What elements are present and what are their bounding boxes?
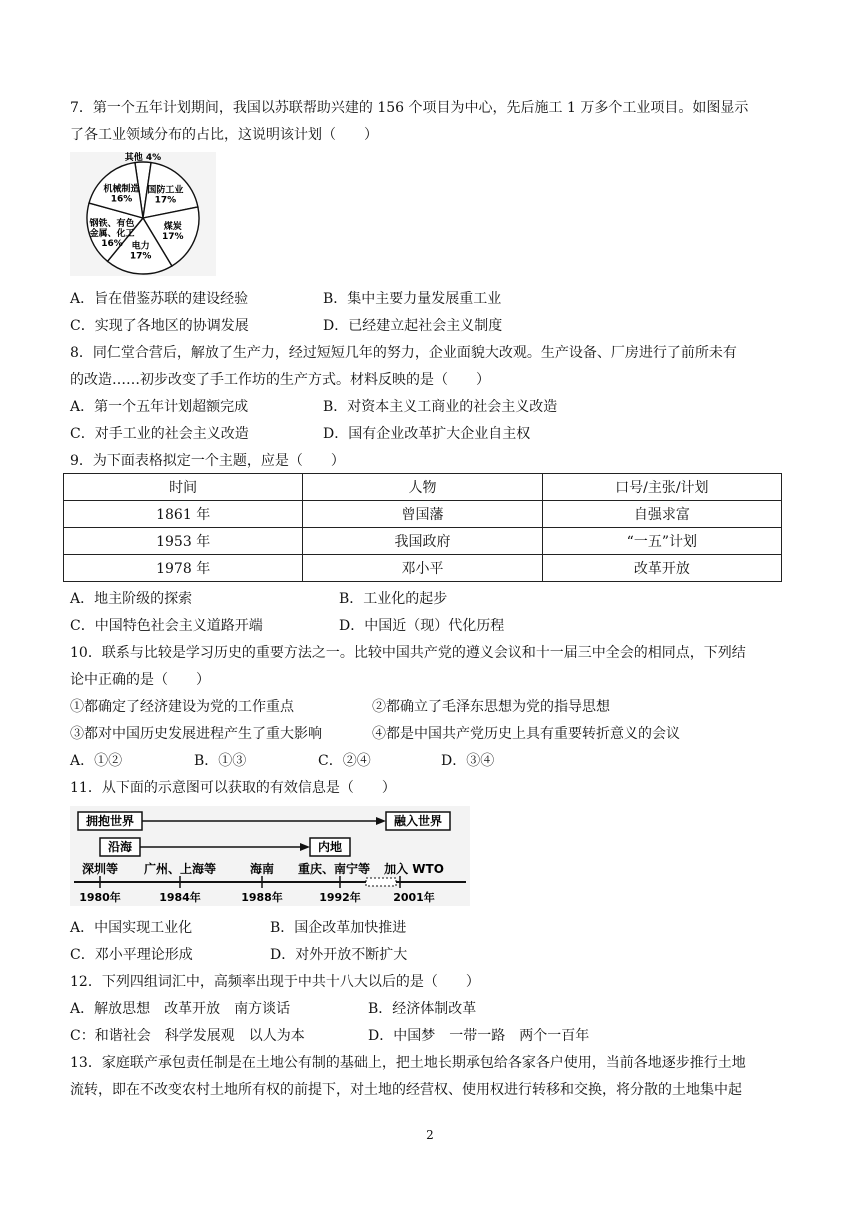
table-cell: 自强求富 <box>542 501 781 528</box>
table-cell: 邓小平 <box>303 555 542 582</box>
table-row <box>64 555 782 582</box>
table-row <box>64 501 782 528</box>
q13-stem-line1: 13．家庭联产承包责任制是在土地公有制的基础上，把土地长期承包给各家各户使用，当前各地逐步推行土地 <box>70 1055 746 1071</box>
q8-option-b: B．对资本主义工商业的社会主义改造 <box>323 399 558 415</box>
q8-stem-line2: 的改造……初步改变了手工作坊的生产方式。材料反映的是（ ） <box>70 372 490 388</box>
year-1992: 1992年 <box>319 891 361 904</box>
pie-chart-svg <box>70 152 216 276</box>
q9-option-d: D．中国近（现）代化历程 <box>339 618 505 634</box>
q10-item-1: ①都确定了经济建设为党的工作重点 <box>70 699 294 715</box>
place-hainan: 海南 <box>249 862 275 876</box>
year-1988: 1988年 <box>241 891 283 904</box>
q13-stem-line2: 流转，即在不改变农村土地所有权的前提下，对土地的经营权、使用权进行转移和交换，将分散的土地集中起 <box>70 1082 742 1098</box>
pie-slice-label: 其他 4% <box>124 153 162 163</box>
q8-option-a: A．第一个五年计划超额完成 <box>70 399 249 415</box>
q11-option-d: D．对外开放不断扩大 <box>270 947 408 963</box>
q10-option-b: B．①③ <box>194 753 247 769</box>
q7-option-a: A．旨在借鉴苏联的建设经验 <box>70 291 249 307</box>
pie-value-label: 17% <box>129 251 152 262</box>
table-header-cell: 人物 <box>303 474 542 501</box>
q11-option-b: B．国企改革加快推进 <box>270 920 407 936</box>
timeline-svg <box>70 806 470 906</box>
pie-slice-label: 电力 17% <box>129 241 152 262</box>
table-cell: 曾国藩 <box>303 501 542 528</box>
q10-option-c: C．②④ <box>318 753 371 769</box>
place-shenzhen: 深圳等 <box>81 862 119 876</box>
label-inland: 内地 <box>317 840 343 854</box>
q9-option-a: A．地主阶级的探索 <box>70 591 193 607</box>
table-cell: 我国政府 <box>303 528 542 555</box>
q8-option-c: C．对手工业的社会主义改造 <box>70 426 249 442</box>
q10-item-2: ②都确立了毛泽东思想为党的指导思想 <box>372 699 610 715</box>
q9-option-b: B．工业化的起步 <box>339 591 448 607</box>
q10-option-d: D．③④ <box>441 753 495 769</box>
pie-value-label: 17% <box>154 195 177 206</box>
q12-option-b: B．经济体制改革 <box>368 1001 477 1017</box>
q7-option-b: B．集中主要力量发展重工业 <box>323 291 502 307</box>
q9-table <box>63 473 782 582</box>
q10-item-4: ④都是中国共产党历史上具有重要转折意义的会议 <box>372 726 680 742</box>
q7-option-d: D．已经建立起社会主义制度 <box>323 318 503 334</box>
q10-item-3: ③都对中国历史发展进程产生了重大影响 <box>70 726 322 742</box>
q10-stem-line2: 论中正确的是（ ） <box>70 672 210 688</box>
q7-stem-line2: 了各工业领域分布的占比，这说明该计划（ ） <box>70 127 378 143</box>
table-row <box>64 528 782 555</box>
q11-option-c: C．邓小平理论形成 <box>70 947 193 963</box>
q7-stem-line1: 7．第一个五年计划期间，我国以苏联帮助兴建的 156 个项目为中心，先后施工 1 万多个工业项目。如图显示 <box>70 100 749 116</box>
label-embrace-world: 拥抱世界 <box>85 814 135 828</box>
q11-stem: 11．从下面的示意图可以获取的有效信息是（ ） <box>70 780 396 796</box>
pie-value-label: 16% <box>101 238 123 249</box>
q12-option-d: D．中国梦 一带一路 两个一百年 <box>368 1028 590 1044</box>
page-number: 2 <box>426 1128 434 1142</box>
q10-option-a: A．①② <box>70 753 123 769</box>
table-cell: 1953 年 <box>64 528 303 555</box>
pie-slice-label: 机械制造 16% <box>103 184 140 205</box>
table-header-cell: 口号/主张/计划 <box>542 474 781 501</box>
q11-option-a: A．中国实现工业化 <box>70 920 193 936</box>
q12-option-a: A．解放思想 改革开放 南方谈话 <box>70 1001 291 1017</box>
q9-stem: 9．为下面表格拟定一个主题，应是（ ） <box>70 453 345 469</box>
table-cell: 1861 年 <box>64 501 303 528</box>
q8-stem-line1: 8．同仁堂合营后，解放了生产力，经过短短几年的努力，企业面貌大改观。生产设备、厂房进行了前所未有 <box>70 345 737 361</box>
table-header-cell: 时间 <box>64 474 303 501</box>
year-1984: 1984年 <box>159 891 201 904</box>
table-header-row <box>64 474 782 501</box>
table-cell: 1978 年 <box>64 555 303 582</box>
dashed-gap-box <box>366 878 396 886</box>
q12-stem: 12．下列四组词汇中，高频率出现于中共十八大以后的是（ ） <box>70 974 480 990</box>
q7-pie-chart <box>70 152 216 276</box>
q12-option-c: C：和谐社会 科学发展观 以人为本 <box>70 1028 305 1044</box>
q10-stem-line1: 10．联系与比较是学习历史的重要方法之一。比较中国共产党的遵义会议和十一届三中全会的相同点，下列结 <box>70 645 746 661</box>
place-chongqing-nanning: 重庆、南宁等 <box>297 862 371 876</box>
pie-value-label: 16% <box>110 194 133 205</box>
table-cell: 改革开放 <box>542 555 781 582</box>
pie-value-label: 17% <box>161 232 184 243</box>
q7-option-c: C．实现了各地区的协调发展 <box>70 318 249 334</box>
year-2001: 2001年 <box>393 891 435 904</box>
q11-timeline-diagram <box>70 806 470 906</box>
label-coastal: 沿海 <box>107 840 133 854</box>
pie-slice-label: 煤炭 17% <box>161 222 184 243</box>
q9-option-c: C．中国特色社会主义道路开端 <box>70 618 263 634</box>
pie-slice-label: 国防工业 17% <box>147 185 184 206</box>
place-guangzhou-shanghai: 广州、上海等 <box>143 862 217 876</box>
year-1980: 1980年 <box>79 891 121 904</box>
pie-slice-label: 钢铁、有色金属、化工 16% <box>89 218 135 249</box>
table-cell: “一五”计划 <box>542 528 781 555</box>
place-join-wto: 加入 WTO <box>384 862 444 876</box>
label-integrate-world: 融入世界 <box>393 814 443 828</box>
q8-option-d: D．国有企业改革扩大企业自主权 <box>323 426 531 442</box>
